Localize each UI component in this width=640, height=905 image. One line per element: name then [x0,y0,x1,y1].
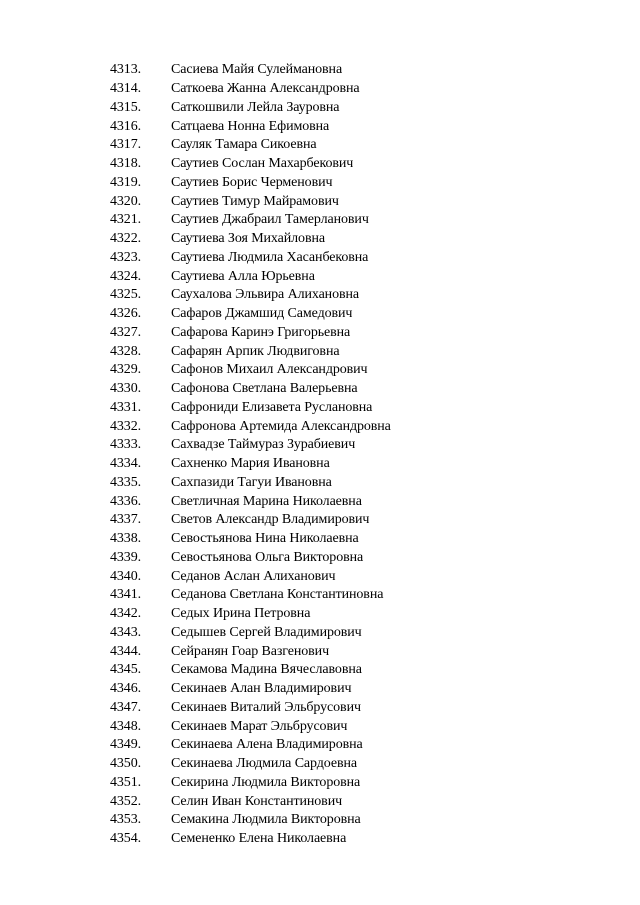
entry-number: 4337. [110,512,142,528]
entry-number: 4342. [110,606,142,622]
entry-number: 4317. [110,137,142,153]
list-item [110,174,391,193]
entry-name: Сатцаева Нонна Ефимовна [171,118,330,134]
entry-name: Севостьянова Ольга Викторовна [171,549,364,565]
entry-number: 4332. [110,418,142,434]
entry-number: 4322. [110,231,142,247]
entry-name: Саутиева Алла Юрьевна [171,268,315,284]
entry-name: Секирина Людмила Викторовна [171,774,361,790]
entry-name: Секамова Мадина Вячеславовна [171,662,362,678]
list-item [110,530,391,549]
entry-number: 4315. [110,99,142,115]
entry-number: 4319. [110,174,142,190]
entry-name: Секинаев Виталий Эльбрусович [171,699,361,715]
list-item [110,155,391,174]
list-item [110,117,391,136]
list-item [110,792,391,811]
list-item [110,211,391,230]
entry-number: 4343. [110,624,142,640]
list-item [110,511,391,530]
entry-name: Саткоева Жанна Александровна [171,81,360,97]
list-item [110,567,391,586]
entry-number: 4349. [110,737,142,753]
list-item [110,680,391,699]
list-item [110,61,391,80]
entry-name: Секинаев Марат Эльбрусович [171,718,348,734]
entry-number: 4320. [110,193,142,209]
entry-name: Седанова Светлана Константиновна [171,587,384,603]
list-item [110,380,391,399]
entry-name: Сафонов Михаил Александрович [171,362,368,378]
entry-name: Сасиева Майя Сулеймановна [171,62,343,78]
list-item [110,80,391,99]
entry-name: Сахвадзе Таймураз Зурабиевич [171,437,356,453]
name-list [110,61,391,849]
entry-name: Секинаев Алан Владимирович [171,681,352,697]
entry-number: 4346. [110,681,142,697]
entry-number: 4328. [110,343,142,359]
entry-name: Сафаров Джамшид Самедович [171,306,353,322]
list-item [110,830,391,849]
entry-number: 4321. [110,212,142,228]
entry-name: Сейранян Гоар Вазгенович [171,643,330,659]
list-item [110,699,391,718]
entry-number: 4316. [110,118,142,134]
entry-name: Саутиев Сослан Махарбекович [171,156,354,172]
entry-name: Сауляк Тамара Сикоевна [171,137,317,153]
entry-number: 4336. [110,493,142,509]
entry-name: Светов Александр Владимирович [171,512,370,528]
list-item [110,455,391,474]
list-item [110,99,391,118]
entry-name: Секинаева Людмила Сардоевна [171,756,357,772]
entry-name: Сафарова Каринэ Григорьевна [171,324,351,340]
entry-name: Саутиев Тимур Майрамович [171,193,339,209]
list-item [110,399,391,418]
entry-number: 4335. [110,474,142,490]
list-item [110,549,391,568]
list-item [110,624,391,643]
entry-name: Селин Иван Константинович [171,793,343,809]
entry-name: Седышев Сергей Владимирович [171,624,362,640]
list-item [110,474,391,493]
entry-name: Саутиева Зоя Михайловна [171,231,325,247]
entry-number: 4350. [110,756,142,772]
entry-number: 4352. [110,793,142,809]
list-item [110,436,391,455]
entry-number: 4340. [110,568,142,584]
entry-number: 4326. [110,306,142,322]
entry-name: Седых Ирина Петровна [171,606,311,622]
list-item [110,492,391,511]
list-item [110,774,391,793]
entry-number: 4327. [110,324,142,340]
entry-number: 4338. [110,531,142,547]
entry-number: 4347. [110,699,142,715]
entry-name: Светличная Марина Николаевна [171,493,362,509]
list-item [110,305,391,324]
entry-name: Сафонова Светлана Валерьевна [171,381,358,397]
list-item [110,230,391,249]
entry-number: 4354. [110,831,142,847]
list-item [110,642,391,661]
entry-name: Саткошвили Лейла Зауровна [171,99,340,115]
list-item [110,361,391,380]
list-item [110,286,391,305]
entry-number: 4344. [110,643,142,659]
list-item [110,586,391,605]
entry-number: 4341. [110,587,142,603]
entry-name: Сафронова Артемида Александровна [171,418,391,434]
entry-number: 4329. [110,362,142,378]
list-item [110,249,391,268]
entry-number: 4323. [110,249,142,265]
list-item [110,192,391,211]
list-item [110,342,391,361]
list-item [110,717,391,736]
list-item [110,736,391,755]
list-item [110,755,391,774]
list-item [110,267,391,286]
entry-number: 4314. [110,81,142,97]
entry-name: Семакина Людмила Викторовна [171,812,361,828]
entry-number: 4313. [110,62,142,78]
entry-name: Семененко Елена Николаевна [171,831,347,847]
entry-name: Сафрониди Елизавета Руслановна [171,399,373,415]
entry-name: Севостьянова Нина Николаевна [171,531,359,547]
entry-number: 4330. [110,381,142,397]
entry-number: 4333. [110,437,142,453]
entry-number: 4325. [110,287,142,303]
list-item [110,324,391,343]
entry-number: 4318. [110,156,142,172]
list-item [110,605,391,624]
entry-name: Саутиева Людмила Хасанбековна [171,249,369,265]
entry-number: 4348. [110,718,142,734]
entry-name: Сафарян Арпик Людвиговна [171,343,340,359]
list-item [110,661,391,680]
entry-number: 4339. [110,549,142,565]
entry-name: Сахненко Мария Ивановна [171,456,330,472]
entry-number: 4353. [110,812,142,828]
entry-number: 4331. [110,399,142,415]
list-item [110,811,391,830]
entry-name: Саутиев Борис Черменович [171,174,333,190]
entry-name: Сахпазиди Тагуи Ивановна [171,474,332,490]
entry-name: Секинаева Алена Владимировна [171,737,363,753]
entry-name: Саухалова Эльвира Алихановна [171,287,359,303]
entry-number: 4345. [110,662,142,678]
entry-number: 4351. [110,774,142,790]
list-item [110,417,391,436]
entry-name: Саутиев Джабраил Тамерланович [171,212,369,228]
entry-name: Седанов Аслан Алиханович [171,568,336,584]
entry-number: 4334. [110,456,142,472]
list-item [110,136,391,155]
entry-number: 4324. [110,268,142,284]
